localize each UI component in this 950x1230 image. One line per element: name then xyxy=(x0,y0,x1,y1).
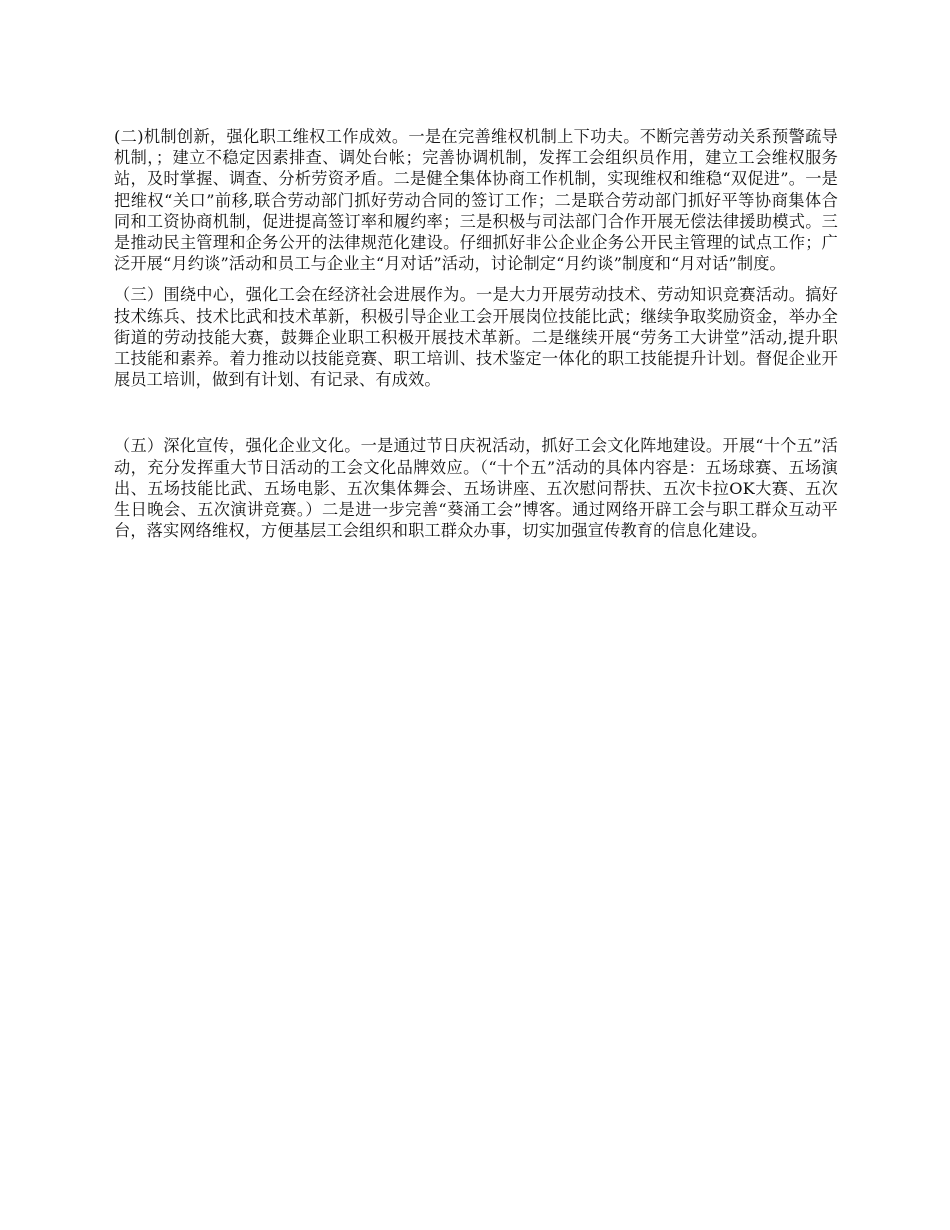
document-body xyxy=(114,126,838,541)
paragraph-economic-development: （三）围绕中心，强化工会在经济社会进展作为。一是大力开展劳动技术、劳动知识竞赛活动。搞好技术练兵、技术比武和技术革新，积极引导企业工会开展岗位技能比武；继续争取奖励资金，举办全街道的劳动技能大赛，鼓舞企业职工积极开展技术革新。二是继续开展“劳务工大讲堂”活动,提升职工技能和素养。着力推动以技能竞赛、职工培训、技术鉴定一体化的职工技能提升计划。督促企业开展员工培训，做到有计划、有记录、有成效。 xyxy=(114,285,838,390)
paragraph-mechanism-innovation: (二)机制创新，强化职工维权工作成效。一是在完善维权机制上下功夫。不断完善劳动关系预警疏导机制，；建立不稳定因素排查、调处台帐；完善协调机制，发挥工会组织员作用，建立工会维权服务站，及时掌握、调查、分析劳资矛盾。二是健全集体协商工作机制，实现维权和维稳“双促进”。一是把维权“关口”前移,联合劳动部门抓好劳动合同的签订工作；二是联合劳动部门抓好平等协商集体合同和工资协商机制，促进提高签订率和履约率；三是积极与司法部门合作开展无偿法律援助模式。三是推动民主管理和企务公开的法律规范化建设。仔细抓好非公企业企务公开民主管理的试点工作；广泛开展“月约谈”活动和员工与企业主“月对话”活动，讨论制定“月约谈”制度和“月对话”制度。 xyxy=(114,127,838,274)
paragraph-publicity-culture: （五）深化宣传，强化企业文化。一是通过节日庆祝活动，抓好工会文化阵地建设。开展“十个五”活动，充分发挥重大节日活动的工会文化品牌效应。（“十个五”活动的具体内容是：五场球赛、五场演出、五场技能比武、五场电影、五次集体舞会、五场讲座、五次慰问帮扶、五次卡拉OK大赛、五次生日晚会、五次演讲竞赛。）二是进一步完善“葵涌工会”博客。通过网络开辟工会与职工群众互动平台，落实网络维权，方便基层工会组织和职工群众办事，切实加强宣传教育的信息化建设。 xyxy=(114,436,838,541)
